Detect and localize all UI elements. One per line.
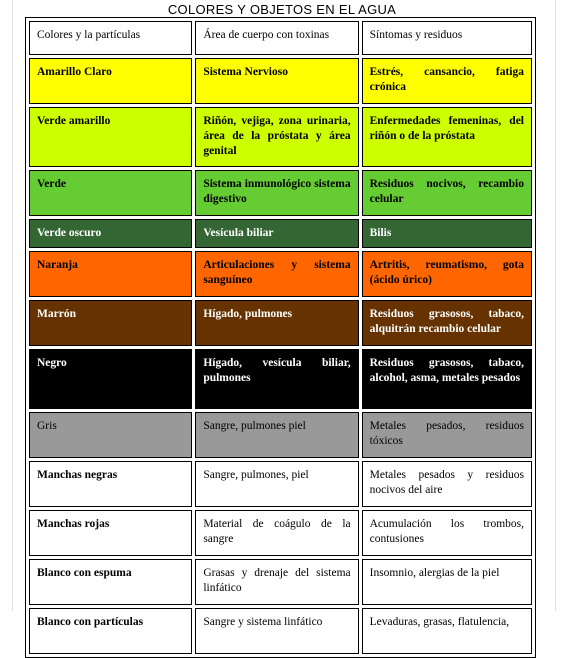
body-area-cell: Sistema inmunológico sistema digestivo (195, 170, 358, 216)
color-cell: Blanco con partículas (29, 608, 192, 654)
header-cell-colors: Colores y la partículas (29, 21, 192, 55)
symptoms-cell: Enfermedades femeninas, del riñón o de la próstata (362, 107, 532, 167)
body-area-cell: Hígado, pulmones (195, 300, 358, 346)
symptoms-cell: Levaduras, grasas, flatulencia, (362, 608, 532, 654)
symptoms-cell: Insomnio, alergias de la piel (362, 559, 532, 605)
body-area-cell: Articulaciones y sistema sanguíneo (195, 251, 358, 297)
table-row (29, 559, 532, 605)
table-row (29, 608, 532, 654)
body-area-cell: Grasas y drenaje del sistema linfático (195, 559, 358, 605)
color-cell: Negro (29, 349, 192, 409)
body-area-cell: Sistema Nervioso (195, 58, 358, 104)
table-row (29, 349, 532, 409)
color-cell: Verde amarillo (29, 107, 192, 167)
color-cell: Manchas negras (29, 461, 192, 507)
table-row (29, 461, 532, 507)
body-area-cell: Sangre, pulmones piel (195, 412, 358, 458)
page-edge-left (12, 0, 13, 611)
table-row (29, 170, 532, 216)
table-row (29, 107, 532, 167)
header-cell-body-area: Área de cuerpo con toxinas (195, 21, 358, 55)
table-row (29, 58, 532, 104)
body-area-cell: Sangre y sistema linfático (195, 608, 358, 654)
body-area-cell: Vesícula biliar (195, 219, 358, 248)
body-area-cell: Hígado, vesícula biliar, pulmones (195, 349, 358, 409)
symptoms-cell: Estrés, cansancio, fatiga crónica (362, 58, 532, 104)
table-row (29, 412, 532, 458)
color-cell: Naranja (29, 251, 192, 297)
symptoms-cell: Artritis, reumatismo, gota (ácido úrico) (362, 251, 532, 297)
symptoms-cell: Residuos grasosos, tabaco, alcohol, asma, metales pesados (362, 349, 532, 409)
symptoms-cell: Metales pesados y residuos nocivos del aire (362, 461, 532, 507)
page-edge-right (555, 0, 556, 611)
body-area-cell: Sangre, pulmones, piel (195, 461, 358, 507)
color-cell: Marrón (29, 300, 192, 346)
color-cell: Gris (29, 412, 192, 458)
page-title: COLORES Y OBJETOS EN EL AGUA (167, 2, 397, 17)
table-row (29, 510, 532, 556)
symptoms-cell: Bilis (362, 219, 532, 248)
color-cell: Manchas rojas (29, 510, 192, 556)
table-header-row (29, 21, 532, 55)
symptoms-cell: Residuos grasosos, tabaco, alquitrán recambio celular (362, 300, 532, 346)
colors-table (25, 17, 536, 658)
color-cell: Amarillo Claro (29, 58, 192, 104)
table-row (29, 219, 532, 248)
body-area-cell: Material de coágulo de la sangre (195, 510, 358, 556)
color-cell: Verde oscuro (29, 219, 192, 248)
table-row (29, 300, 532, 346)
symptoms-cell: Metales pesados, residuos tóxicos (362, 412, 532, 458)
header-cell-symptoms: Síntomas y residuos (362, 21, 532, 55)
color-cell: Verde (29, 170, 192, 216)
body-area-cell: Riñón, vejiga, zona urinaria, área de la próstata y área genital (195, 107, 358, 167)
symptoms-cell: Residuos nocivos, recambio celular (362, 170, 532, 216)
color-cell: Blanco con espuma (29, 559, 192, 605)
symptoms-cell: Acumulación los trombos, contusiones (362, 510, 532, 556)
table-row (29, 251, 532, 297)
